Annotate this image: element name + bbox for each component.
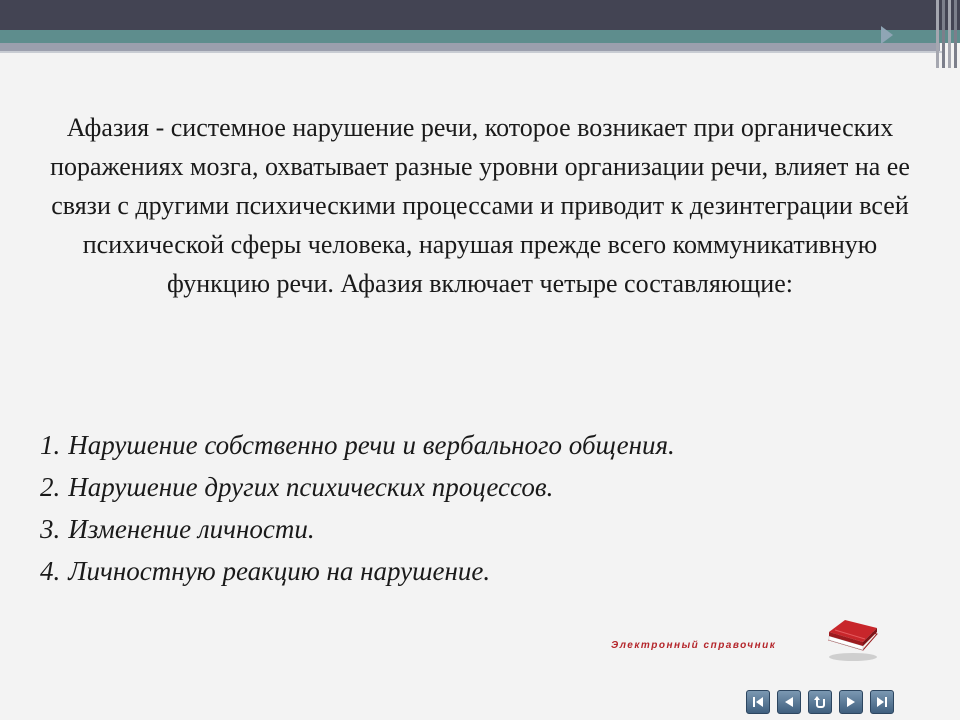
list-item-number: 1. xyxy=(40,430,61,460)
list-item-number: 3. xyxy=(40,514,61,544)
header-band-grey xyxy=(0,43,940,51)
next-slide-button[interactable] xyxy=(839,690,863,714)
list-item-number: 4. xyxy=(40,556,61,586)
list-item-text: Изменение личности. xyxy=(68,514,315,544)
slide-navigation xyxy=(746,690,894,714)
first-icon xyxy=(750,694,766,710)
return-icon xyxy=(812,694,828,710)
list-item-text: Личностную реакцию на нарушение. xyxy=(68,556,491,586)
list-item-number: 2. xyxy=(40,472,61,502)
list-item-text: Нарушение других психических процессов. xyxy=(68,472,554,502)
list-item xyxy=(40,550,920,592)
next-icon xyxy=(843,694,859,710)
list-item xyxy=(40,508,920,550)
list-item xyxy=(40,424,920,466)
first-slide-button[interactable] xyxy=(746,690,770,714)
last-icon xyxy=(874,694,890,710)
header-stripes xyxy=(934,0,960,68)
header-band-teal xyxy=(0,30,960,43)
return-button[interactable] xyxy=(808,690,832,714)
list-item-text: Нарушение собственно речи и вербального общения. xyxy=(68,430,675,460)
header-band-dark xyxy=(0,0,960,30)
red-book-icon[interactable] xyxy=(823,610,883,662)
list-item xyxy=(40,466,920,508)
previous-slide-button[interactable] xyxy=(777,690,801,714)
header-line xyxy=(0,51,945,53)
last-slide-button[interactable] xyxy=(870,690,894,714)
reference-link[interactable]: Электронный справочник xyxy=(611,640,777,651)
previous-icon xyxy=(781,694,797,710)
components-list xyxy=(40,424,920,592)
definition-text: Афазия - системное нарушение речи, которое возникает при органических поражениях мозга, охватывает разные уровни организации речи, влияет на ее связи с другими психическими процессами и приводит к дезинтеграции всей психической сферы человека, нарушая прежде всего коммуникативную функцию речи. Афазия включает четыре составляющие: xyxy=(50,113,910,298)
header-arrow-icon xyxy=(881,26,893,44)
